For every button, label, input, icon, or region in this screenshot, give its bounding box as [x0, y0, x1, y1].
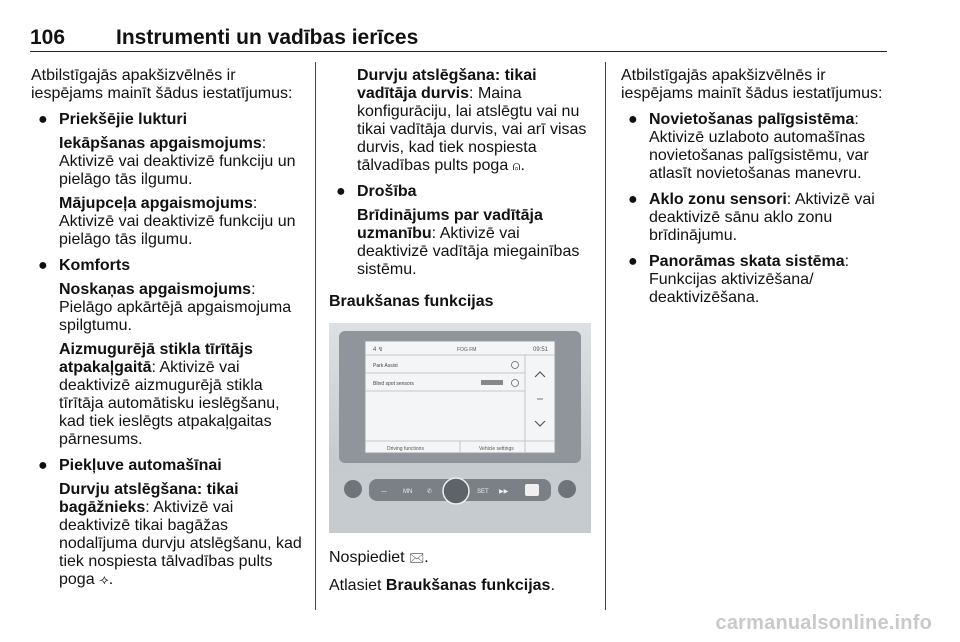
sub-item: Aizmugurējā stikla tīrītājs atpakaļgaitā: Aktivizē vai deaktivizē aizmugurējā stikla tīrītāja automātisku ieslēgšanu, kad tiek ieslēgts atpakaļgaitas pārnesums. [59, 341, 280, 448]
sub-item-text: Aktivizē vai deaktivizē vadītāja miegainības sistēmu. [357, 225, 580, 278]
sub-item-text: Aktivizē vai deaktivizē funkciju un pielāgo tās ilgumu. [59, 153, 296, 188]
instruction-text: Nospiediet [329, 549, 405, 566]
page-header [30, 26, 930, 52]
screen-source: FOG FM [457, 347, 477, 353]
sub-item-text: Aktivizē vai deaktivizē funkciju un pielāgo tās ilgumu. [59, 213, 296, 248]
instruction-text: Atlasiet [329, 577, 382, 594]
list-item-term: Panorāmas skata sistēma [649, 253, 845, 270]
dashboard-illustration [329, 323, 591, 533]
column-2 [329, 67, 593, 601]
screen-tab-vehicle: Vehicle settings [479, 446, 514, 452]
screen-time: 09:51 [533, 347, 549, 353]
column-1 [31, 67, 303, 597]
column-divider-2 [605, 62, 606, 610]
list-item: ● Aklo zonu sensori: Aktivizē vai deaktivizē sānu aklo zonu brīdinājumu. [628, 191, 875, 244]
phone-icon: ✆ [427, 489, 433, 495]
sub-item-term: Brīdinājums par vadītāja uzmanību [357, 207, 543, 242]
car-icon [525, 484, 539, 496]
sentence-end: . [550, 577, 555, 594]
bullet-icon: ● [628, 191, 638, 208]
column-divider-1 [315, 62, 316, 610]
sub-item: Mājupceļa apgaismojums: Aktivizē vai deaktivizē funkciju un pielāgo tās ilgumu. [59, 195, 296, 248]
volume-knob [443, 478, 469, 504]
sentence-end: . [424, 549, 429, 566]
screen-row-blind-spot: Blind spot sensors [373, 381, 414, 387]
sub-item-text: Aktivizē vai deaktivizē tikai bagāžas nodalījuma durvju atslēgšanu, kad tiek nospiesta tālvadības pults poga [59, 499, 302, 588]
list-item-title: Piekļuve automašīnai [59, 457, 222, 474]
sub-item-term: Iekāpšanas apgaismojums [59, 135, 262, 152]
sub-item-term: Aizmugurējā stikla tīrītājs atpakaļgaitā [59, 341, 253, 376]
list-item-text: Aktivizē uzlaboto automašīnas novietošanas palīgsistēmu, var atlasīt novietošanas manevru. [649, 129, 869, 182]
screen-row-park-assist: Park Assist [373, 363, 398, 369]
page-title: Instrumenti un vadības ierīces [116, 26, 419, 49]
list-item-term: Novietošanas palīgsistēma [649, 111, 855, 128]
screen-status-left: 4 ↯ [373, 347, 384, 353]
bullet-icon: ● [628, 111, 638, 128]
sub-item-term: Durvju atslēgšana: tikai bagāžnieks [59, 481, 239, 516]
panel-button: ▶▶ [499, 489, 509, 495]
list-item [31, 257, 303, 449]
menu-term: Braukšanas funkcijas [385, 577, 551, 594]
list-item [31, 111, 303, 249]
page-number: 106 [30, 26, 66, 49]
list-item: ● Panorāmas skata sistēma: Funkcijas aktivizēšana/ deaktivizēšana. [628, 253, 850, 306]
sub-item-term: Mājupceļa apgaismojums [59, 195, 253, 212]
sub-item: Noskaņas apgaismojums: Pielāgo apkārtējā apgaismojuma spilgtumu. [59, 281, 292, 334]
sub-item: Brīdinājums par vadītāja uzmanību: Aktivizē vai deaktivizē vadītāja miegainības sistēmu. [357, 207, 580, 278]
list-item-title: Drošība [357, 183, 417, 200]
sub-item-term: Durvju atslēgšana: tikai vadītāja durvis [357, 67, 537, 102]
panel-button: SET [477, 489, 489, 495]
sub-item-text: Maina konfigurāciju, lai atslēgtu vai nu tikai vadītāja durvis, vai arī visas durvis, kad tiek nospiesta tālvadības pults poga [357, 85, 587, 174]
bullet-icon: ● [628, 253, 638, 270]
list-item-term: Aklo zonu sensori [649, 191, 787, 208]
list-item-title: Komforts [59, 257, 131, 274]
sub-item: Durvju atslēgšana: tikai vadītāja durvis: Maina konfigurāciju, lai atslēgtu vai nu tikai vadītāja durvis, vai arī visas durvis, kad tiek nospiesta tālvadības pults poga ⍝. [357, 67, 587, 174]
sentence-end: . [520, 157, 525, 174]
lock-key-icon: ⍝ [512, 158, 521, 173]
car-settings-icon: 🖂 [409, 550, 425, 565]
column-3 [621, 67, 891, 315]
panel-button: MN [403, 489, 413, 495]
list-item-title: Priekšējie lukturi [59, 111, 188, 128]
list-item [329, 183, 593, 279]
bullet-icon: ● [38, 111, 48, 128]
watermark: carmanualsonline.info [715, 612, 932, 634]
header-rule [30, 51, 887, 52]
key-icon: ⟢ [99, 572, 109, 587]
toggle-switch [481, 380, 503, 385]
intro-text: Atbilstīgajās apakšizvēlnēs ir iespējams mainīt šādus iestatījumus: [621, 67, 883, 102]
list-item-text: Aktivizē vai deaktivizē sānu aklo zonu brīdinājumu. [649, 191, 875, 244]
screen-tab-driving: Driving functions [387, 446, 424, 452]
list-item: ● Novietošanas palīgsistēma: Aktivizē uzlaboto automašīnas novietošanas palīgsistēmu, var atlasīt novietošanas manevru. [628, 111, 869, 182]
sub-item: Durvju atslēgšana: tikai bagāžnieks: Aktivizē vai deaktivizē tikai bagāžas nodalījuma durvju atslēgšanu, kad tiek nospiesta tālvadības pults poga ⟢. [59, 481, 302, 588]
bullet-icon: ● [336, 183, 346, 200]
sentence-end: . [108, 571, 114, 588]
intro-text: Atbilstīgajās apakšizvēlnēs ir iespējams mainīt šādus iestatījumus: [31, 67, 293, 102]
sub-item-text: Aktivizē vai deaktivizē aizmugurējā stikla tīrītāja automātisku ieslēgšanu, kad tiek ieslēgts atpakaļgaitas pārnesums. [59, 359, 280, 448]
bullet-icon: ● [38, 257, 48, 274]
section-heading: Braukšanas funkcijas [329, 293, 494, 310]
sub-item: Iekāpšanas apgaismojums: Aktivizē vai deaktivizē funkciju un pielāgo tās ilgumu. [59, 135, 296, 188]
list-item [31, 457, 303, 589]
sub-item-text: Pielāgo apkārtējā apgaismojuma spilgtumu. [59, 299, 292, 334]
bullet-icon: ● [38, 457, 48, 474]
panel-button: — [381, 489, 387, 495]
list-item-text: Funkcijas aktivizēšana/ deaktivizēšana. [649, 271, 814, 306]
infotainment-screen-image [329, 323, 591, 533]
sub-item-term: Noskaņas apgaismojums [59, 281, 252, 298]
